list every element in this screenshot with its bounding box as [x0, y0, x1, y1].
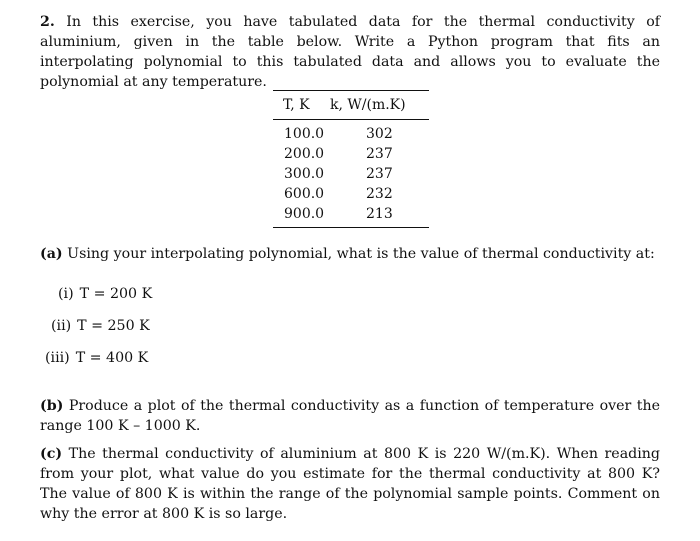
table-top-rule: [273, 90, 429, 91]
table-body: [273, 124, 429, 224]
part-a-item-label: (iii): [45, 350, 70, 366]
part-a-text: Using your interpolating polynomial, what is the value of thermal conductivity at:: [67, 246, 655, 262]
table-cell-temperature: 600.0: [284, 186, 325, 202]
part-a-item-text: T = 200 K: [79, 286, 153, 302]
exercise-intro: [40, 12, 660, 92]
part-a-item-text: T = 250 K: [77, 318, 150, 334]
table-row: [273, 144, 429, 164]
part-a-item-label: (i): [58, 286, 74, 302]
table-header-temperature: T, K: [283, 97, 310, 113]
table-row: [273, 184, 429, 204]
table-cell-temperature: 200.0: [284, 146, 325, 162]
part-b-text: Produce a plot of the thermal conductivity as a function of temperature over the range 100 K – 1000 K.: [40, 398, 660, 434]
part-c-question: [40, 444, 660, 524]
table-header-rule: [273, 119, 429, 120]
part-c-text: The thermal conductivity of aluminium at 800 K is 220 W/(m.K). When reading from your plot, what value do you estimate for the thermal conductivity at 800 K? The value of 800 K is within the range of the polynomial sample points. Comment on why the error at 800 K is so large.: [40, 446, 661, 522]
table-cell-conductivity: 237: [366, 146, 393, 162]
part-a-item-text: T = 400 K: [75, 350, 149, 366]
exercise-number: 2.: [40, 14, 55, 30]
table-row: [273, 124, 429, 144]
exercise-intro-text: In this exercise, you have tabulated data for the thermal conductivity of aluminium, given in the table below. Write a Python program that fits an interpolating polynomial to this tabulated data and allows you to evaluate the polynomial at any temperature.: [40, 14, 660, 90]
part-b-question: [40, 396, 660, 436]
part-a-item-label: (ii): [51, 318, 72, 334]
table-cell-temperature: 300.0: [284, 166, 325, 182]
table-bottom-rule: [273, 227, 429, 228]
part-a-label: (a): [40, 246, 63, 262]
table-row: [273, 164, 429, 184]
part-a-question: [40, 244, 660, 264]
part-a-item: [58, 284, 152, 304]
table-cell-conductivity: 237: [366, 166, 393, 182]
table-cell-conductivity: 232: [366, 186, 393, 202]
part-a-item: [51, 316, 150, 336]
table-cell-temperature: 900.0: [284, 206, 325, 222]
table-row: [273, 204, 429, 224]
part-b-label: (b): [40, 398, 64, 414]
table-cell-temperature: 100.0: [284, 126, 325, 142]
table-cell-conductivity: 302: [366, 126, 393, 142]
part-a-item: [45, 348, 148, 368]
table-cell-conductivity: 213: [366, 206, 393, 222]
table-header-conductivity: k, W/(m.K): [330, 97, 406, 113]
part-c-label: (c): [40, 446, 63, 462]
